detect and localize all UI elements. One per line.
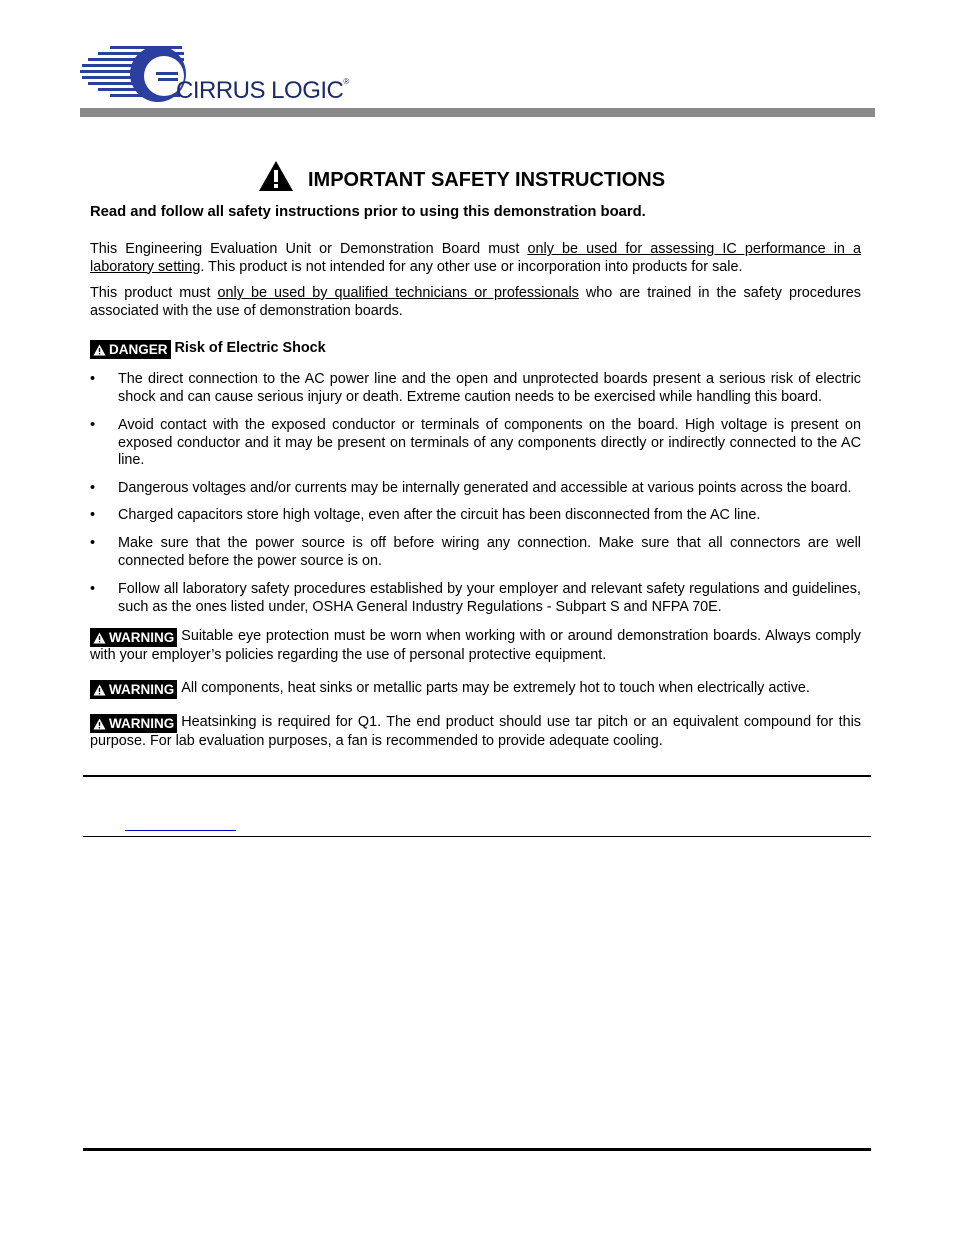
danger-badge: DANGER [90,340,171,359]
paragraph-qualified: This product must only be used by qualified technicians or professionals who are trained in the safety procedures associated with the use of demonstration boards. [90,285,861,319]
list-item: • Avoid contact with the exposed conductor or terminals of components on the board. High voltage is present on exposed conductor and it may be present on terminals of any components directly or indirectly connected to the AC line. [90,417,861,468]
warning-triangle-icon [258,160,294,192]
danger-heading: DANGER Risk of Electric Shock [90,340,861,359]
warning-eye-protection: WARNING Suitable eye protection must be worn when working with or around demonstration boards. Always comply with your employer’s policies regarding the use of personal protective equipment. [90,628,861,663]
list-item: • Follow all laboratory safety procedures established by your employer and relevant safety regulations and guidelines, such as the ones listed under, OSHA General Industry Regulations - Subpart S and NFPA 70E. [90,581,861,615]
warning-badge: WARNING [90,628,177,647]
warning-badge: WARNING [90,680,177,699]
warning-heatsinking: WARNING Heatsinking is required for Q1. The end product should use tar pitch or an equivalent compound for this purpose. For lab evaluation purposes, a fan is recommended to provide adequate cooling. [90,714,861,749]
logo-wordmark: CIRRUS LOGIC® [176,77,349,104]
warning-badge: WARNING [90,714,177,733]
section-divider [83,775,871,777]
footer-rule [83,1148,871,1151]
list-item: • Charged capacitors store high voltage, even after the circuit has been disconnected from the AC line. [90,507,761,523]
alert-triangle-icon [93,684,106,696]
list-item: • Dangerous voltages and/or currents may be internally generated and accessible at various points across the board. [90,480,852,496]
hyperlink-underline[interactable] [125,830,236,831]
paragraph-usage: This Engineering Evaluation Unit or Demonstration Board must only be used for assessing IC performance in a laboratory setting. This product is not intended for any other use or incorporation into products for sale. [90,241,861,275]
alert-triangle-icon [93,718,106,730]
intro-statement: Read and follow all safety instructions prior to using this demonstration board. [90,204,646,220]
alert-triangle-icon [93,344,106,356]
alert-triangle-icon [93,632,106,644]
section-divider-thin [83,836,871,837]
page-title: IMPORTANT SAFETY INSTRUCTIONS [308,169,666,191]
cirrus-logic-logo [80,42,360,108]
header-rule [80,108,875,117]
logo-stripes-icon [80,42,190,108]
list-item: • The direct connection to the AC power line and the open and unprotected boards present a serious risk of electric shock and can cause serious injury or death. Extreme caution needs to be exercised while handling this board. [90,371,861,405]
warning-hot-parts: WARNING All components, heat sinks or metallic parts may be extremely hot to touch when electrically active. [90,680,861,699]
list-item: • Make sure that the power source is off before wiring any connection. Make sure that all connectors are well connected before the power source is on. [90,535,861,569]
title-row [258,156,665,192]
